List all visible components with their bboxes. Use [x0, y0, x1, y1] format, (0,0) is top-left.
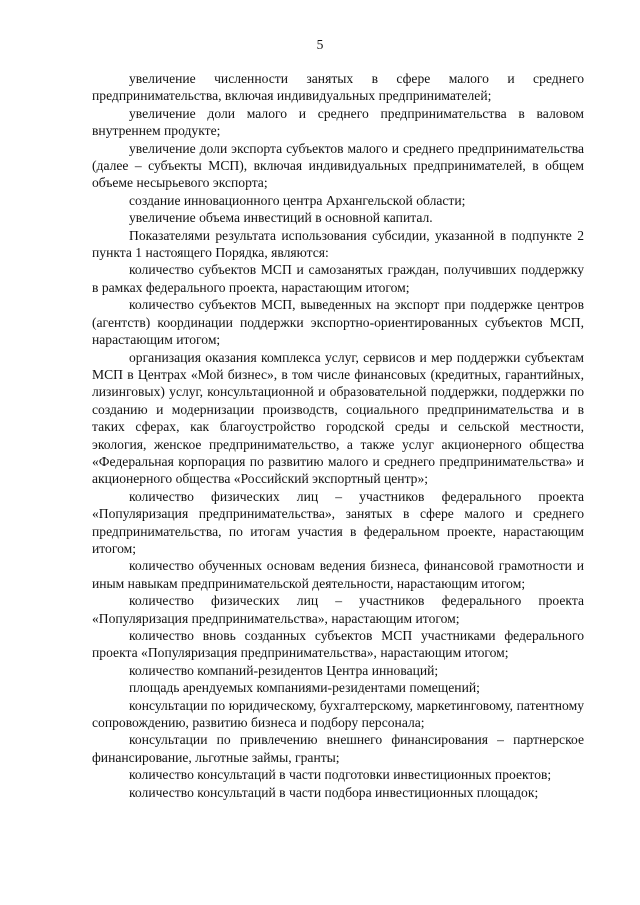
paragraph: консультации по привлечению внешнего финансирования – партнерское финансирование, льготные займы, гранты; [92, 732, 584, 765]
document-body [92, 70, 584, 801]
paragraph: количество субъектов МСП, выведенных на экспорт при поддержке центров (агентств) координации поддержки экспортно-ориентированных субъектов МСП, нарастающим итогом; [92, 297, 584, 348]
paragraph: увеличение численности занятых в сфере малого и среднего предпринимательства, включая индивидуальных предпринимателей; [92, 71, 584, 104]
paragraph: увеличение доли малого и среднего предпринимательства в валовом внутреннем продукте; [92, 105, 584, 139]
paragraph: увеличение объема инвестиций в основной капитал. [129, 210, 433, 226]
page-number: 5 [316, 37, 324, 52]
paragraph: увеличение доли экспорта субъектов малого и среднего предпринимательства (далее – субъекты МСП), включая индивидуальных предпринимателей, в общем объеме несырьевого экспорта; [92, 140, 584, 191]
paragraph: количество физических лиц – участников федерального проекта «Популяризация предпринимательства», занятых в сфере малого и среднего предпринимательства, по итогам участия в федеральном проекте, нарастающим итогом; [92, 488, 584, 556]
paragraph: количество субъектов МСП и самозанятых граждан, получивших поддержку в рамках федерального проекта, нарастающим итогом; [92, 262, 584, 295]
paragraph: количество вновь созданных субъектов МСП участниками федерального проекта «Популяризация предпринимательства», нарастающим итогом; [92, 628, 584, 661]
paragraph: количество компаний-резидентов Центра инноваций; [129, 662, 439, 678]
paragraph: количество обученных основам ведения бизнеса, финансовой грамотности и иным навыкам предпринимательской деятельности, нарастающим итогом; [92, 558, 584, 591]
paragraph: создание инновационного центра Архангельской области; [129, 192, 466, 208]
paragraph: площадь арендуемых компаниями-резидентами помещений; [129, 680, 480, 696]
paragraph: организация оказания комплекса услуг, сервисов и мер поддержки субъектам МСП в Центрах «Мой бизнес», в том числе финансовых (кредитных, гарантийных, лизинговых) услуг, консультационной и образовательной поддержки, поддержки по созданию и модернизации производств, социального предпринимательства и в таких сферах, как благоустройство городской среды и сельской местности, экология, женское предпринимательство, а также услуг акционерного общества «Федеральная корпорация по развитию малого и среднего предпринимательства» и акционерного общества «Российский экспортный центр»; [92, 349, 584, 487]
paragraph: Показателями результата использования субсидии, указанной в подпункте 2 пункта 1 настоящего Порядка, являются: [92, 227, 584, 261]
paragraph: консультации по юридическому, бухгалтерскому, маркетинговому, патентному сопровождению, развитию бизнеса и подбору персонала; [92, 697, 584, 731]
paragraph: количество консультаций в части подбора инвестиционных площадок; [129, 784, 539, 800]
paragraph: количество физических лиц – участников федерального проекта «Популяризация предпринимательства», нарастающим итогом; [92, 593, 584, 626]
paragraph: количество консультаций в части подготовки инвестиционных проектов; [129, 767, 552, 783]
